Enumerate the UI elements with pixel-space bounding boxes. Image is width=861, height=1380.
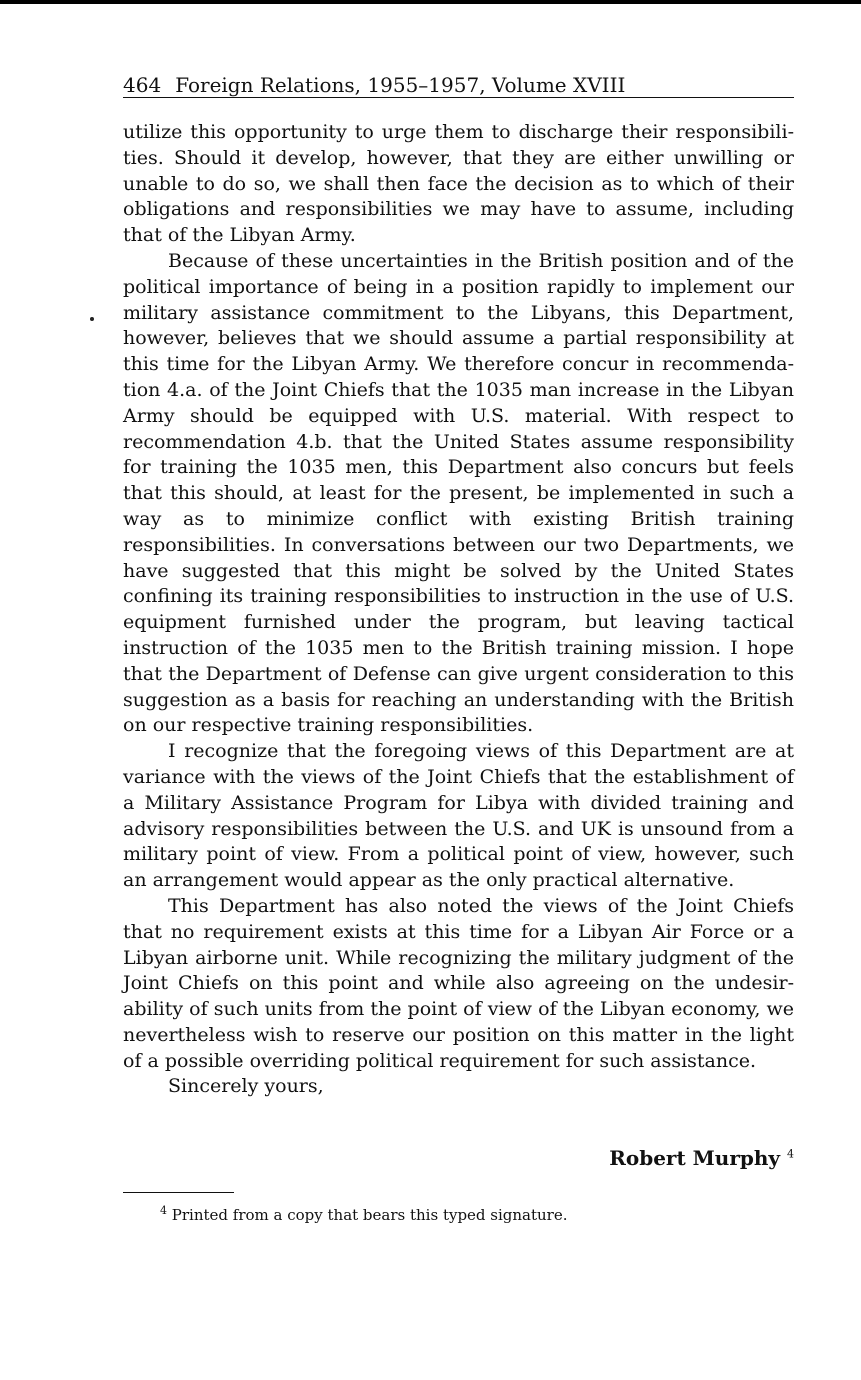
- signature: [609, 1146, 794, 1170]
- footnote-reference: 4: [787, 1147, 794, 1161]
- footnote: [160, 1201, 568, 1225]
- paragraph: I recognize that the foregoing views of this Department are at variance with the views of the Joint Chiefs that the establishment of a Military Assistance Program for Libya with divided training and advisory responsibilities between the U.S. and UK is unsound from a military point of view. From a political point of view, however, such an arrangement would appear as the only practical alternative.: [123, 740, 794, 892]
- paragraph: Because of these uncertainties in the British position and of the political importance of being in a position rapidly to implement our military assistance commitment to the Libyans, this Department, however, believes that we should assume a partial responsibility at this time for the Libyan Army. We therefore concur in recommendation 4.a. of the Joint Chiefs that the 1035 man increase in the Libyan Army should be equipped with U.S. material. With respect to recommendation 4.b. that the United States assume responsibility for training the 1035 men, this Department also concurs but feels that this should, at least for the present, be implemented in such a way as to minimize conflict with existing British training responsibilities. In conversations between our two Departments, we have suggested that this might be solved by the United States confining its training responsibilities to instruction in the use of U.S. equipment furnished under the program, but leaving tactical instruction of the 1035 men to the British training mission. I hope that the Department of Defense can give urgent consideration to this suggestion as a basis for reaching an understanding with the British on our respective training responsibilities.: [123, 249, 794, 737]
- running-header: [123, 72, 794, 98]
- footnote-divider: [123, 1192, 234, 1193]
- footnote-number: 4: [160, 1204, 167, 1217]
- signature-name: Robert Murphy: [609, 1146, 781, 1170]
- footnote-text: Printed from a copy that bears this typed signature.: [171, 1206, 568, 1224]
- running-title: Foreign Relations, 1955–1957, Volume XVIII: [175, 73, 626, 97]
- closing-salutation: Sincerely yours,: [168, 1075, 324, 1098]
- paragraph: This Department has also noted the views of the Joint Chiefs that no requirement exists at this time for a Libyan Air Force or a Libyan airborne unit. While recognizing the military judgment of the Joint Chiefs on this point and while also agreeing on the undesirability of such units from the point of view of the Libyan economy, we nevertheless wish to reserve our position on this matter in the light of a possible overriding political requirement for such assistance.: [123, 894, 794, 1072]
- letter-body: [123, 120, 794, 1100]
- paragraph-continued: utilize this opportunity to urge them to discharge their responsibilities. Should it develop, however, that they are either unwilling or unable to do so, we shall then face the decision as to which of their obligations and responsibilities we may have to assume, including that of the Libyan Army.: [123, 121, 794, 247]
- page-top-border: [0, 0, 861, 4]
- margin-mark: [90, 317, 94, 321]
- page-number: 464: [123, 73, 162, 97]
